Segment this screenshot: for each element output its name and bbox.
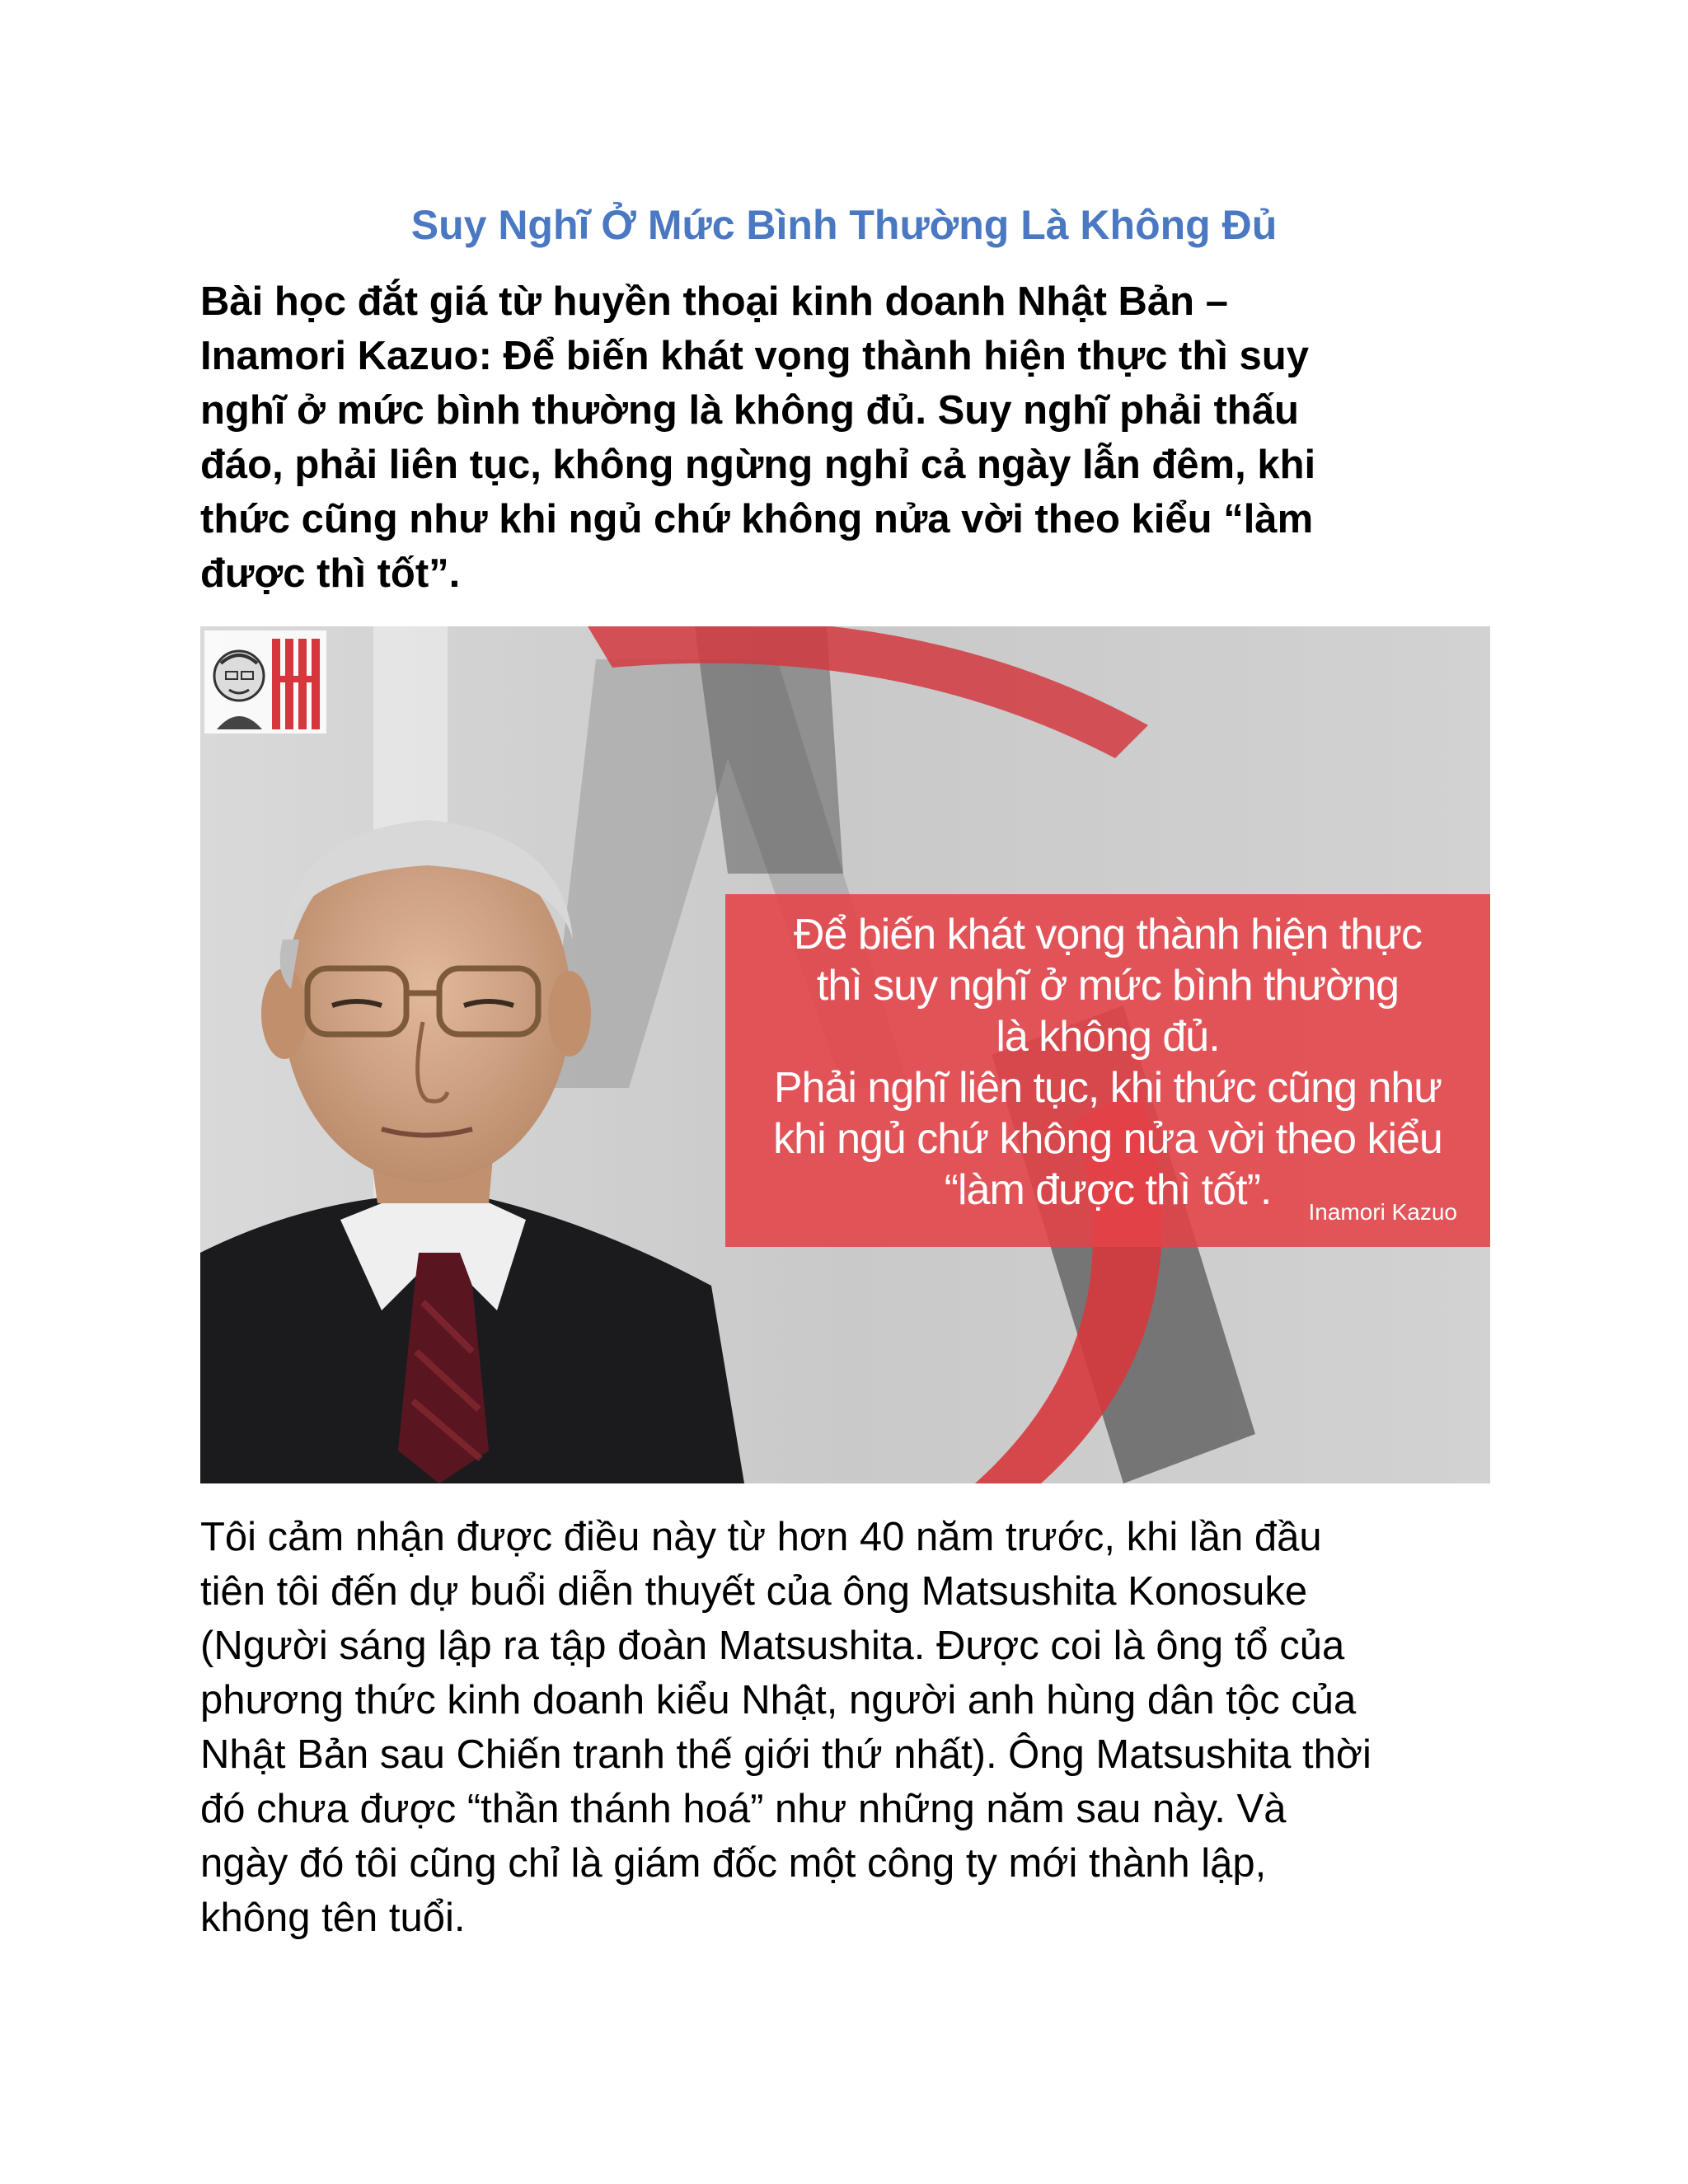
body-line: (Người sáng lập ra tập đoàn Matsushita. Được coi là ông tổ của	[200, 1624, 1345, 1668]
quote-line: là không đủ.	[996, 1013, 1220, 1061]
logo-icon	[204, 630, 326, 733]
quote-line: Phải nghĩ liên tục, khi thức cũng như	[773, 1064, 1442, 1112]
body-line: đó chưa được “thần thánh hoá” như những năm sau này. Và	[200, 1787, 1287, 1831]
lead-line: đáo, phải liên tục, không ngừng nghỉ cả ngày lẫn đêm, khi	[200, 443, 1316, 487]
body-line: không tên tuổi.	[200, 1896, 466, 1940]
lead-line: Inamori Kazuo: Để biến khát vọng thành hiện thực thì suy	[200, 334, 1309, 378]
lead-line: nghĩ ở mức bình thường là không đủ. Suy nghĩ phải thấu	[200, 388, 1299, 433]
quote-line: khi ngủ chứ không nửa vời theo kiểu	[773, 1115, 1442, 1163]
body-line: tiên tôi đến dự buổi diễn thuyết của ông Matsushita Konosuke	[200, 1569, 1308, 1614]
body-line: Tôi cảm nhận được điều này từ hơn 40 năm trước, khi lần đầu	[200, 1515, 1322, 1559]
lead-paragraph	[200, 274, 1486, 601]
body-line: Nhật Bản sau Chiến tranh thế giới thứ nhất). Ông Matsushita thời	[200, 1732, 1372, 1777]
lead-line: thức cũng như khi ngủ chứ không nửa vời theo kiểu “làm	[200, 497, 1314, 541]
quote-image	[200, 626, 1490, 1483]
page-title: Suy Nghĩ Ở Mức Bình Thường Là Không Đủ	[410, 202, 1278, 248]
body-line: ngày đó tôi cũng chỉ là giám đốc một công ty mới thành lập,	[200, 1841, 1267, 1886]
quote-author: Inamori Kazuo	[1308, 1199, 1457, 1225]
body-line: phương thức kinh doanh kiểu Nhật, người anh hùng dân tộc của	[200, 1678, 1357, 1722]
quote-line: thì suy nghĩ ở mức bình thường	[816, 962, 1400, 1010]
quote-overlay	[725, 894, 1490, 1247]
quote-line: Để biến khát vọng thành hiện thực	[793, 911, 1423, 958]
lead-line: Bài học đắt giá từ huyền thoại kinh doanh Nhật Bản –	[200, 279, 1228, 324]
lead-line: được thì tốt”.	[200, 551, 461, 596]
body-paragraph	[200, 1510, 1503, 1945]
quote-line: “làm được thì tốt”.	[944, 1166, 1272, 1214]
